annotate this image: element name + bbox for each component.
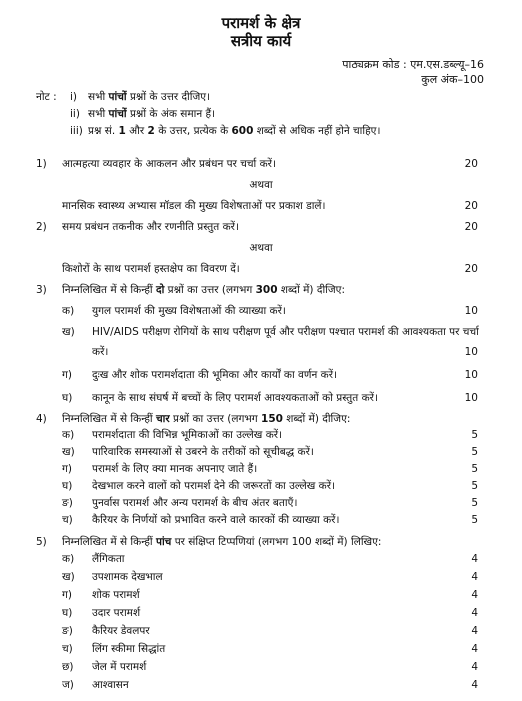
sub-question-label: घ) <box>62 480 73 492</box>
question-text: किशोरों के साथ परामर्श हस्तक्षेप का विवरण दें। <box>62 263 240 275</box>
sub-question-label: ज) <box>62 679 74 691</box>
question-text: निम्नलिखित में से किन्हीं दो प्रश्नों का उत्तर (लगभग 300 शब्दों में) दीजिए: <box>62 284 346 296</box>
sub-question <box>0 326 522 342</box>
sub-question <box>0 497 522 513</box>
sub-question-marks: 4 <box>471 571 478 583</box>
note-num: ii) <box>70 108 80 120</box>
note-num: i) <box>70 91 78 103</box>
sub-question-marks: 4 <box>471 589 478 601</box>
sub-question-text: उदार परामर्श <box>92 607 141 619</box>
sub-question-marks: 4 <box>471 607 478 619</box>
sub-question-label: क) <box>62 553 75 565</box>
sub-question-label: ख) <box>62 446 75 458</box>
question-text: निम्नलिखित में से किन्हीं पांच पर संक्षिप्त टिप्पणियां (लगभग 100 शब्दों में) लिखिए: <box>62 536 382 548</box>
question-marks: 20 <box>464 263 478 275</box>
sub-question-label: च) <box>62 643 73 655</box>
sub-question-text: जेल में परामर्श <box>92 661 147 673</box>
note-text: सभी पांचों प्रश्नों के अंक समान हैं। <box>88 108 216 120</box>
question-marks: 20 <box>464 158 478 170</box>
sub-question-marks: 10 <box>464 305 478 317</box>
sub-question-text: परामर्श के लिए क्या मानक अपनाए जाते हैं। <box>92 463 258 475</box>
sub-question-text: कानून के साथ संघर्ष में बच्चों के लिए परामर्श आवश्यकताओं को प्रस्तुत करें। <box>92 392 378 404</box>
sub-question <box>0 553 522 569</box>
question-2-alt <box>0 263 522 279</box>
sub-question-marks: 5 <box>471 514 478 526</box>
total-marks: कुल अंक–100 <box>421 73 484 86</box>
sub-question-label: ङ) <box>62 497 73 509</box>
sub-question <box>0 480 522 496</box>
sub-question <box>0 446 522 462</box>
sub-question <box>0 607 522 623</box>
sub-question-label: क) <box>62 429 75 441</box>
question-1 <box>0 158 522 174</box>
question-marks: 20 <box>464 221 478 233</box>
sub-question-marks: 5 <box>471 429 478 441</box>
sub-question <box>0 514 522 530</box>
note-row-1 <box>0 91 522 107</box>
sub-question-label: ग) <box>62 463 73 475</box>
sub-question <box>0 571 522 587</box>
question-number: 1) <box>36 158 47 170</box>
sub-question-marks: 4 <box>471 679 478 691</box>
sub-question-marks: 4 <box>471 643 478 655</box>
sub-question-marks: 5 <box>471 480 478 492</box>
sub-question-label: क) <box>62 305 75 317</box>
question-3-intro <box>0 284 522 300</box>
sub-question-text: परामर्शदाता की विभिन्न भूमिकाओं का उल्लेख करें। <box>92 429 283 441</box>
sub-question-text-cont: करें। <box>92 346 109 358</box>
sub-question <box>0 643 522 659</box>
sub-question-marks: 5 <box>471 446 478 458</box>
question-4-intro <box>0 413 522 429</box>
sub-question-label: ग) <box>62 589 73 601</box>
question-text: निम्नलिखित में से किन्हीं चार प्रश्नों का उत्तर (लगभग 150 शब्दों में) दीजिए: <box>62 413 351 425</box>
sub-question-text: कैरियर के निर्णयों को प्रभावित करने वाले कारकों की व्याख्या करें। <box>92 514 340 526</box>
or-separator: अथवा <box>249 179 273 191</box>
sub-question-text: शोक परामर्श <box>92 589 140 601</box>
course-code: पाठ्यक्रम कोड : एम.एस.डब्ल्यू–16 <box>342 58 484 71</box>
sub-question-text: पारिवारिक समस्याओं से उबरने के तरीकों को सूचीबद्ध करें। <box>92 446 314 458</box>
sub-question-label: ख) <box>62 326 75 338</box>
question-text: आत्महत्या व्यवहार के आकलन और प्रबंधन पर चर्चा करें। <box>62 158 276 170</box>
sub-question <box>0 392 522 408</box>
sub-question-text: कैरियर डेवलपर <box>92 625 150 637</box>
or-separator: अथवा <box>249 242 273 254</box>
question-number: 2) <box>36 221 47 233</box>
sub-question-text: लैंगिकता <box>92 553 125 565</box>
note-row-2 <box>0 108 522 124</box>
question-number: 5) <box>36 536 47 548</box>
sub-question <box>0 661 522 677</box>
sub-question-label: घ) <box>62 607 73 619</box>
sub-question <box>0 305 522 321</box>
sub-question-text: आश्वासन <box>92 679 129 691</box>
sub-question-marks: 4 <box>471 625 478 637</box>
question-text: मानसिक स्वास्थ्य अभ्यास मॉडल की मुख्य विशेषताओं पर प्रकाश डालें। <box>62 200 326 212</box>
sub-question-label: च) <box>62 514 73 526</box>
note-row-3 <box>0 125 522 141</box>
sub-question <box>0 369 522 385</box>
sub-question-marks: 5 <box>471 463 478 475</box>
question-5-intro <box>0 536 522 552</box>
sub-question-label: छ) <box>62 661 74 673</box>
sub-question-text: लिंग स्कीमा सिद्धांत <box>92 643 166 655</box>
sub-question-text: पुनर्वास परामर्श और अन्य परामर्श के बीच अंतर बताएँ। <box>92 497 298 509</box>
question-marks: 20 <box>464 200 478 212</box>
question-text: समय प्रबंधन तकनीक और रणनीति प्रस्तुत करें। <box>62 221 239 233</box>
note-label: नोट : <box>36 91 57 103</box>
sub-question-marks: 10 <box>464 369 478 381</box>
sub-question-marks: 10 <box>464 346 478 358</box>
sub-question-marks: 10 <box>464 392 478 404</box>
page-subtitle: सत्रीय कार्य <box>230 32 292 50</box>
sub-question-text: उपशामक देखभाल <box>92 571 163 583</box>
sub-question-text: युगल परामर्श की मुख्य विशेषताओं की व्याख्या करें। <box>92 305 286 317</box>
sub-question-marks: 4 <box>471 661 478 673</box>
sub-question-label: ख) <box>62 571 75 583</box>
sub-question-label: घ) <box>62 392 73 404</box>
sub-question-cont <box>0 346 522 362</box>
note-text: सभी पांचों प्रश्नों के उत्तर दीजिए। <box>88 91 211 103</box>
note-text: प्रश्न सं. 1 और 2 के उत्तर, प्रत्येक के 600 शब्दों से अधिक नहीं होने चाहिए। <box>88 125 381 137</box>
sub-question <box>0 463 522 479</box>
question-number: 4) <box>36 413 47 425</box>
note-num: iii) <box>70 125 83 137</box>
sub-question <box>0 679 522 695</box>
sub-question <box>0 429 522 445</box>
sub-question-marks: 4 <box>471 553 478 565</box>
sub-question-text: देखभाल करने वालों को परामर्श देने की जरूरतों का उल्लेख करें। <box>92 480 335 492</box>
page-title: परामर्श के क्षेत्र <box>221 14 301 32</box>
question-1-alt <box>0 200 522 216</box>
sub-question-marks: 5 <box>471 497 478 509</box>
question-number: 3) <box>36 284 47 296</box>
sub-question-label: ङ) <box>62 625 73 637</box>
sub-question-text: HIV/AIDS परीक्षण रोगियों के साथ परीक्षण पूर्व और परीक्षण पश्चात परामर्श की आवश्यकता पर चर्चा <box>92 326 479 338</box>
question-2 <box>0 221 522 237</box>
sub-question-label: ग) <box>62 369 73 381</box>
sub-question <box>0 625 522 641</box>
sub-question <box>0 589 522 605</box>
sub-question-text: दुःख और शोक परामर्शदाता की भूमिका और कार्यों का वर्णन करें। <box>92 369 337 381</box>
